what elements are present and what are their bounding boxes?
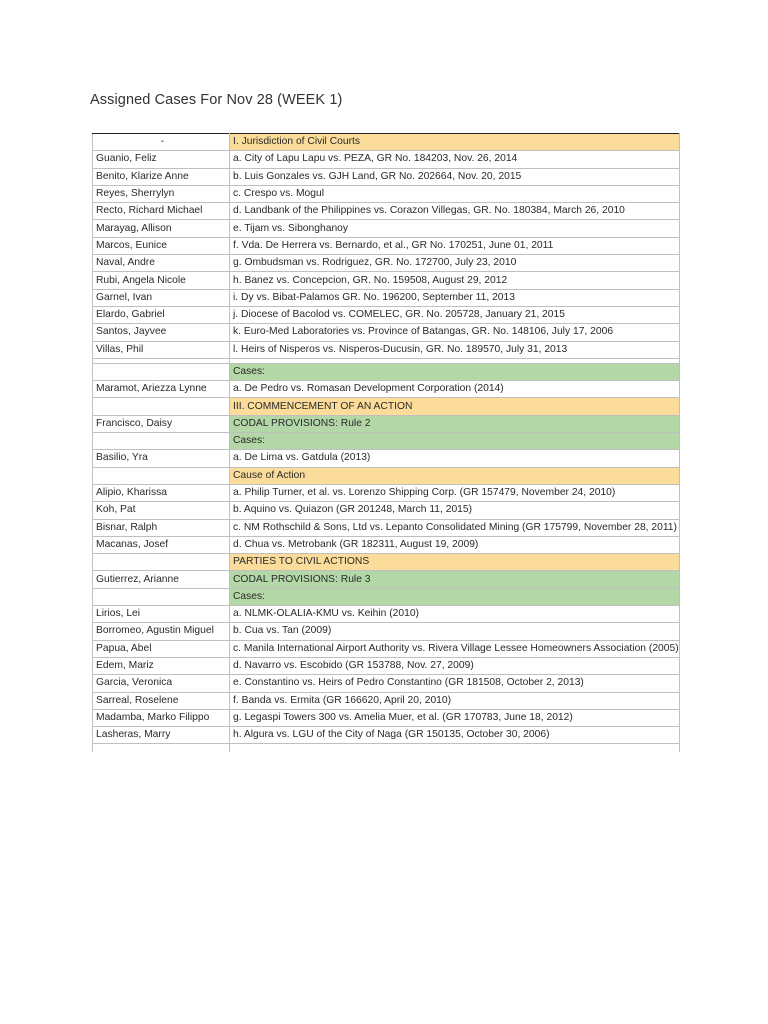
table-row: [93, 536, 680, 553]
case-title: b. Luis Gonzales vs. GJH Land, GR No. 202664, Nov. 20, 2015: [230, 168, 680, 185]
assignee-name: Marcos, Eunice: [93, 237, 230, 254]
table-row: [93, 727, 680, 744]
section-row: [93, 588, 680, 605]
table-row: [93, 381, 680, 398]
case-title: b. Cua vs. Tan (2009): [230, 623, 680, 640]
assignee-name: Basilio, Yra: [93, 450, 230, 467]
case-title: f. Banda vs. Ermita (GR 166620, April 20, 2010): [230, 692, 680, 709]
case-title: a. Philip Turner, et al. vs. Lorenzo Shipping Corp. (GR 157479, November 24, 2010): [230, 484, 680, 501]
assignee-name: Marayag, Allison: [93, 220, 230, 237]
section-row: [93, 571, 680, 588]
section-heading: Cases:: [230, 588, 680, 605]
table-end-row: [93, 744, 680, 753]
table-row: [93, 255, 680, 272]
table-row: [93, 450, 680, 467]
case-title: a. De Lima vs. Gatdula (2013): [230, 450, 680, 467]
assignee-name: [93, 588, 230, 605]
section-row: [93, 134, 680, 151]
case-title: g. Ombudsman vs. Rodriguez, GR. No. 172700, July 23, 2010: [230, 255, 680, 272]
case-title: j. Diocese of Bacolod vs. COMELEC, GR. No. 205728, January 21, 2015: [230, 306, 680, 323]
section-heading: Cases:: [230, 433, 680, 450]
section-row: [93, 467, 680, 484]
assignee-name: [93, 433, 230, 450]
assignee-name: Madamba, Marko Filippo: [93, 709, 230, 726]
assignee-name: Gutierrez, Arianne: [93, 571, 230, 588]
case-title: b. Aquino vs. Quiazon (GR 201248, March 11, 2015): [230, 502, 680, 519]
case-title: k. Euro-Med Laboratories vs. Province of Batangas, GR. No. 148106, July 17, 2006: [230, 324, 680, 341]
table-row: [93, 606, 680, 623]
section-heading: CODAL PROVISIONS: Rule 2: [230, 415, 680, 432]
case-title: d. Chua vs. Metrobank (GR 182311, August 19, 2009): [230, 536, 680, 553]
table-row: [93, 203, 680, 220]
section-row: [93, 554, 680, 571]
section-row: [93, 415, 680, 432]
section-heading: Cases:: [230, 363, 680, 380]
assignee-name: Papua, Abel: [93, 640, 230, 657]
case-title: c. Manila International Airport Authority vs. Rivera Village Lessee Homeowners Association (2005): [230, 640, 680, 657]
assignee-name: [93, 398, 230, 415]
assignee-name: Lirios, Lei: [93, 606, 230, 623]
assignee-name: Reyes, Sherrylyn: [93, 185, 230, 202]
section-heading: PARTIES TO CIVIL ACTIONS: [230, 554, 680, 571]
assignee-name: Edem, Mariz: [93, 657, 230, 674]
section-heading: III. COMMENCEMENT OF AN ACTION: [230, 398, 680, 415]
section-row: [93, 398, 680, 415]
case-title: a. City of Lapu Lapu vs. PEZA, GR No. 184203, Nov. 26, 2014: [230, 151, 680, 168]
assignee-name: Maramot, Ariezza Lynne: [93, 381, 230, 398]
assignee-name: Garcia, Veronica: [93, 675, 230, 692]
case-title: l. Heirs of Nisperos vs. Nisperos-Ducusin, GR. No. 189570, July 31, 2013: [230, 341, 680, 358]
case-title: h. Banez vs. Concepcion, GR. No. 159508, August 29, 2012: [230, 272, 680, 289]
table-row: [93, 623, 680, 640]
assignee-name: Rubi, Angela Nicole: [93, 272, 230, 289]
assignee-name: Francisco, Daisy: [93, 415, 230, 432]
page-title: Assigned Cases For Nov 28 (WEEK 1): [90, 92, 343, 108]
section-row: [93, 363, 680, 380]
table-row: [93, 692, 680, 709]
table-row: [93, 272, 680, 289]
assignee-name: Koh, Pat: [93, 502, 230, 519]
case-title: d. Navarro vs. Escobido (GR 153788, Nov. 27, 2009): [230, 657, 680, 674]
assignee-name: Garnel, Ivan: [93, 289, 230, 306]
assignee-name: Guanio, Feliz: [93, 151, 230, 168]
assignee-name: Santos, Jayvee: [93, 324, 230, 341]
table-row: [93, 324, 680, 341]
assignee-name: Alipio, Kharissa: [93, 484, 230, 501]
assignee-name: Borromeo, Agustin Miguel: [93, 623, 230, 640]
table-row: [93, 502, 680, 519]
table-row: [93, 484, 680, 501]
table-row: [93, 709, 680, 726]
table-row: [93, 306, 680, 323]
table-row: [93, 185, 680, 202]
assignee-name: Naval, Andre: [93, 255, 230, 272]
assignee-name: Benito, Klarize Anne: [93, 168, 230, 185]
assignee-name: Recto, Richard Michael: [93, 203, 230, 220]
case-title: c. Crespo vs. Mogul: [230, 185, 680, 202]
table-row: [93, 289, 680, 306]
case-title: d. Landbank of the Philippines vs. Corazon Villegas, GR. No. 180384, March 26, 2010: [230, 203, 680, 220]
table-row: [93, 519, 680, 536]
table-row: [93, 168, 680, 185]
case-title: a. De Pedro vs. Romasan Development Corporation (2014): [230, 381, 680, 398]
case-title: e. Constantino vs. Heirs of Pedro Constantino (GR 181508, October 2, 2013): [230, 675, 680, 692]
table-row: [93, 675, 680, 692]
assignee-name: Elardo, Gabriel: [93, 306, 230, 323]
section-heading: Cause of Action: [230, 467, 680, 484]
case-title: g. Legaspi Towers 300 vs. Amelia Muer, et al. (GR 170783, June 18, 2012): [230, 709, 680, 726]
assignee-name: Bisnar, Ralph: [93, 519, 230, 536]
table-row: [93, 341, 680, 358]
section-heading: CODAL PROVISIONS: Rule 3: [230, 571, 680, 588]
assignee-name: [93, 554, 230, 571]
case-title: c. NM Rothschild & Sons, Ltd vs. Lepanto Consolidated Mining (GR 175799, November 28, 2011): [230, 519, 680, 536]
table-row: [93, 220, 680, 237]
case-title: a. NLMK-OLALIA-KMU vs. Keihin (2010): [230, 606, 680, 623]
table-row: [93, 237, 680, 254]
assignee-name: [93, 467, 230, 484]
table-row: [93, 640, 680, 657]
assignee-name: Macanas, Josef: [93, 536, 230, 553]
section-heading: I. Jurisdiction of Civil Courts: [230, 134, 680, 151]
assignee-name: [93, 363, 230, 380]
table-row: [93, 657, 680, 674]
case-title: i. Dy vs. Bibat-Palamos GR. No. 196200, September 11, 2013: [230, 289, 680, 306]
case-rows: [93, 134, 680, 753]
table-row: [93, 151, 680, 168]
case-title: e. Tijam vs. Sibonghanoy: [230, 220, 680, 237]
assignee-name: Villas, Phil: [93, 341, 230, 358]
case-title: h. Algura vs. LGU of the City of Naga (GR 150135, October 30, 2006): [230, 727, 680, 744]
assignee-name: Sarreal, Roselene: [93, 692, 230, 709]
section-row: [93, 433, 680, 450]
assignee-name: -: [93, 134, 230, 151]
assigned-cases-table: [92, 133, 680, 752]
assignee-name: Lasheras, Marry: [93, 727, 230, 744]
case-title: f. Vda. De Herrera vs. Bernardo, et al., GR No. 170251, June 01, 2011: [230, 237, 680, 254]
